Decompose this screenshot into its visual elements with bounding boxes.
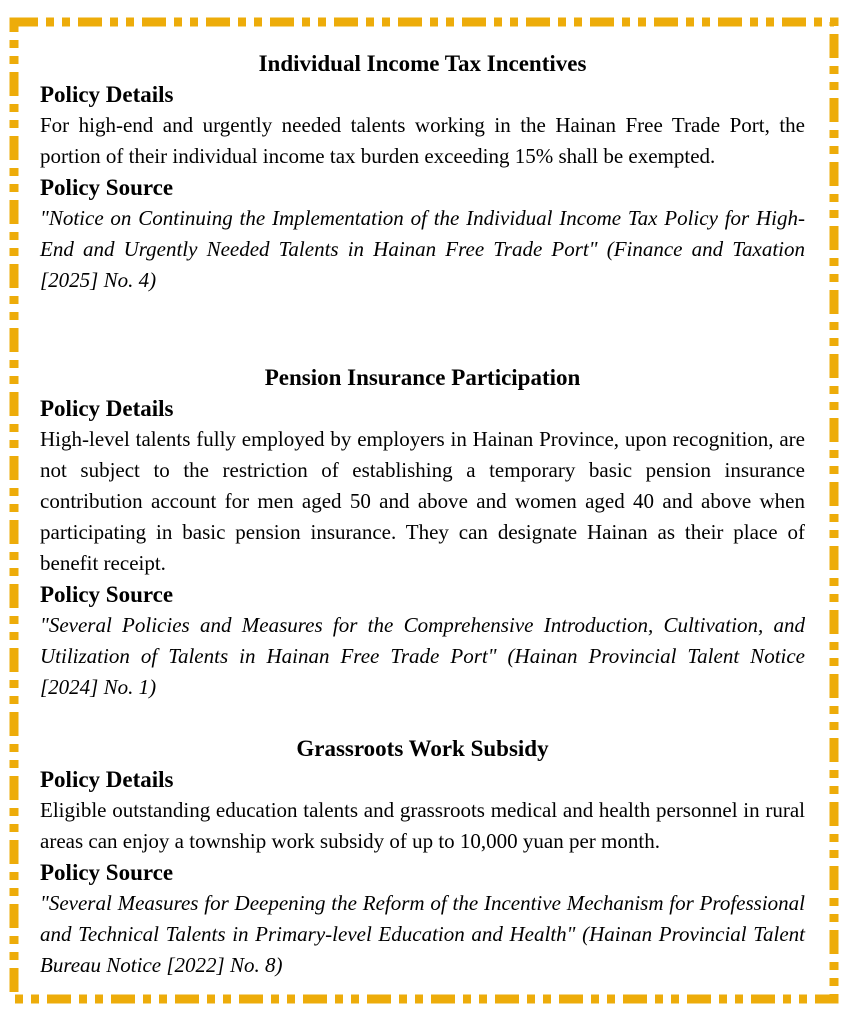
policy-source-text: "Several Measures for Deepening the Reform of the Incentive Mechanism for Professional and Technical Talents in Primary-level Education and Health" (Hainan Provincial Talent Bureau Notice [2022] No. 8) (40, 891, 805, 977)
policy-details-label: Policy Details (40, 82, 174, 107)
policy-source-text: "Several Policies and Measures for the Comprehensive Introduction, Cultivation, and Utilization of Talents in Hainan Free Trade Port" (Hainan Provincial Talent Notice [2024] No. 1) (40, 613, 805, 699)
section-title: Individual Income Tax Incentives (258, 51, 587, 76)
policy-details-text: Eligible outstanding education talents and grassroots medical and health personnel in rural areas can enjoy a township work subsidy of up to 10,000 yuan per month. (40, 798, 805, 853)
policy-section-income-tax (40, 48, 805, 296)
policy-section-grassroots-subsidy (40, 733, 805, 981)
policy-source-label: Policy Source (40, 175, 174, 200)
policy-details-text: High-level talents fully employed by employers in Hainan Province, upon recognition, are not subject to the restriction of establishing a temporary basic pension insurance contribution account for men aged 50 and above and women aged 40 and above when participating in basic pension insurance. They can designate Hainan as their place of benefit receipt. (40, 427, 805, 575)
section-title: Grassroots Work Subsidy (296, 736, 549, 761)
policy-details-label: Policy Details (40, 396, 174, 421)
policy-source-label: Policy Source (40, 860, 174, 885)
policy-source-text: "Notice on Continuing the Implementation of the Individual Income Tax Policy for High-End and Urgently Needed Talents in Hainan Free Trade Port" (Finance and Taxation [2025] No. 4) (40, 206, 805, 292)
document-content (40, 48, 805, 981)
policy-details-text: For high-end and urgently needed talents working in the Hainan Free Trade Port, the portion of their individual income tax burden exceeding 15% shall be exempted. (40, 113, 805, 168)
policy-section-pension-insurance (40, 362, 805, 703)
policy-source-label: Policy Source (40, 582, 174, 607)
section-title: Pension Insurance Participation (264, 365, 581, 390)
policy-details-label: Policy Details (40, 767, 174, 792)
